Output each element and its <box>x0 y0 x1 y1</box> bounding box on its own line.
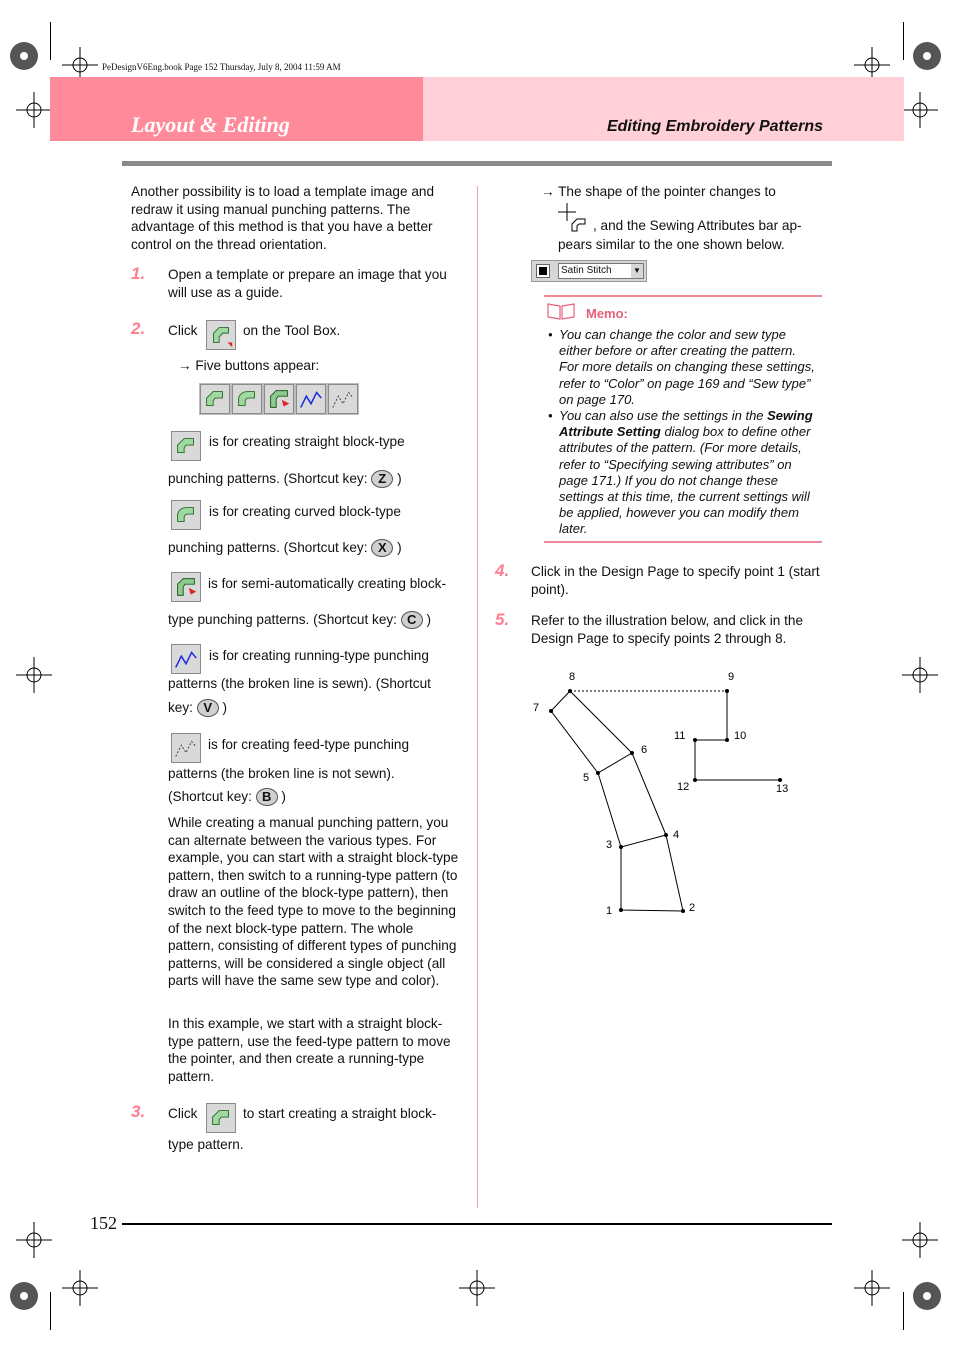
crosshair-mark-icon <box>62 1270 98 1306</box>
registration-mark-icon <box>5 1277 43 1315</box>
curved-block-icon[interactable] <box>232 384 262 414</box>
pointer-text: , and the Sewing Attributes bar ap- <box>593 218 802 233</box>
feed-type-icon[interactable] <box>171 733 201 763</box>
crosshair-mark-icon <box>854 1270 890 1306</box>
punching-buttons-row <box>199 383 359 415</box>
crosshair-mark-icon <box>16 92 52 128</box>
punching-tool-icon[interactable] <box>206 320 236 350</box>
straight-block-icon[interactable] <box>171 431 201 461</box>
crosshair-mark-icon <box>902 657 938 693</box>
tool-description: is for creating straight block-type <box>209 434 405 449</box>
registration-mark-icon <box>908 1277 946 1315</box>
point-label: 13 <box>776 783 789 795</box>
point-label: 4 <box>673 829 680 841</box>
step-number: 3. <box>131 1102 146 1121</box>
shortcut-key: Z <box>371 470 393 488</box>
bullet: • <box>548 327 553 342</box>
point-label: 6 <box>641 744 648 756</box>
tool-description: (Shortcut key: B ) <box>168 789 286 805</box>
feed-type-icon[interactable] <box>328 384 358 414</box>
step-text: Refer to the illustration below, and click in the Design Page to specify points 2 through 8. <box>531 613 804 646</box>
punching-point-diagram <box>520 660 820 920</box>
crosshair-mark-icon <box>902 1222 938 1258</box>
step-number: 4. <box>495 561 510 580</box>
tool-description: is for creating running-type punching <box>209 648 429 663</box>
curved-block-icon[interactable] <box>171 500 201 530</box>
step-number: 2. <box>131 319 146 338</box>
step-number: 1. <box>131 264 146 283</box>
step-text: on the Tool Box. <box>243 323 341 338</box>
memo-item: You can also use the settings in the Sewing Attribute Setting dialog box to define other attributes of the pattern. (For more details, refer to “Specifying sewing attributes” on page 171.) If you do not change these settings at this time, the current settings will be applied, however you can modify them later. <box>559 408 813 537</box>
crop-line <box>903 22 904 60</box>
step-text: type pattern. <box>168 1137 244 1152</box>
tool-description: punching patterns. (Shortcut key: Z ) <box>168 471 402 487</box>
tool-description: is for creating curved block-type <box>209 504 401 519</box>
section-title: Editing Embroidery Patterns <box>606 118 823 135</box>
memo-item: You can change the color and sew type either before or after creating the pattern. For more details on changing these settings, refer to “Color” on page 169 and “Sew type” on page 170. <box>559 327 815 407</box>
running-type-icon[interactable] <box>296 384 326 414</box>
crosshair-mark-icon <box>459 1270 495 1306</box>
point-label: 5 <box>583 772 590 784</box>
chevron-down-icon[interactable]: ▼ <box>631 264 643 278</box>
memo-box <box>544 295 822 543</box>
point-label: 11 <box>674 730 686 742</box>
pointer-cursor-icon <box>558 203 594 235</box>
column-separator <box>477 186 478 1208</box>
tool-description: key: V ) <box>168 700 228 716</box>
step-number: 5. <box>495 610 510 629</box>
crop-line <box>50 22 51 60</box>
top-rule <box>122 161 832 166</box>
registration-mark-icon <box>908 37 946 75</box>
color-swatch[interactable] <box>536 264 550 278</box>
crosshair-mark-icon <box>16 657 52 693</box>
memo-title: Memo: <box>586 306 628 321</box>
tool-description: patterns (the broken line is not sewn). <box>168 766 395 781</box>
point-label: 1 <box>606 905 613 917</box>
point-label: 3 <box>606 839 613 851</box>
chapter-title: Layout & Editing <box>131 112 290 137</box>
bullet: • <box>548 408 553 423</box>
shortcut-key: V <box>197 699 219 717</box>
step-text: Click in the Design Page to specify point 1 (start point). <box>531 564 820 597</box>
point-label: 7 <box>533 702 540 714</box>
shortcut-key: X <box>371 539 393 557</box>
crop-line <box>50 1292 51 1330</box>
semi-auto-block-icon[interactable] <box>171 572 201 602</box>
step-text: Open a template or prepare an image that you will use as a guide. <box>168 267 447 300</box>
sew-type-select[interactable] <box>558 263 644 279</box>
point-label: 9 <box>728 671 735 683</box>
sew-type-value: Satin Stitch <box>561 265 612 276</box>
registration-mark-icon <box>5 37 43 75</box>
body-paragraph: While creating a manual punching pattern, you can alternate between the various types. For example, you can start with a straight block-type pattern, then switch to a running-type pattern (to draw an outline of the block-type pattern), then switch to the feed type to move to the beginning of the next block-type pattern. The whole pattern, consisting of different types of punching patterns, will be considered a single object (all parts will have the same sew type and color). <box>168 815 459 989</box>
page-number: 152 <box>90 1213 117 1233</box>
step-text: to start creating a straight block- <box>243 1106 437 1121</box>
tool-description: is for semi-automatically creating block- <box>208 576 446 591</box>
step-click-label: Click <box>168 1106 198 1121</box>
step-result: → Five buttons appear: <box>178 358 320 373</box>
point-label: 8 <box>569 671 576 683</box>
body-paragraph: In this example, we start with a straight block-type pattern, use the feed-type pattern to move the pointer, and then create a running-type pattern. <box>168 1016 451 1084</box>
straight-block-icon[interactable] <box>200 384 230 414</box>
sewing-attributes-bar <box>531 260 647 282</box>
crosshair-mark-icon <box>902 92 938 128</box>
bottom-rule <box>122 1223 832 1225</box>
point-label: 10 <box>734 730 747 742</box>
tool-description: type punching patterns. (Shortcut key: C ) <box>168 612 432 628</box>
step-click-label: Click <box>168 323 198 338</box>
straight-block-icon[interactable] <box>206 1103 236 1133</box>
running-type-icon[interactable] <box>171 644 201 674</box>
tool-description: is for creating feed-type punching <box>208 737 410 752</box>
shortcut-key: B <box>256 788 278 806</box>
point-label: 2 <box>689 902 696 914</box>
intro-paragraph: Another possibility is to load a template image and redraw it using manual punching patterns. The advantage of this method is that you have a better control on the thread orientation. <box>131 184 435 252</box>
book-icon <box>546 302 576 320</box>
tool-description: patterns (the broken line is sewn). (Shortcut <box>168 676 431 691</box>
pointer-text: → The shape of the pointer changes to <box>541 184 776 199</box>
point-label: 12 <box>677 781 690 793</box>
tool-description: punching patterns. (Shortcut key: X ) <box>168 540 402 556</box>
crop-line <box>903 1292 904 1330</box>
crosshair-mark-icon <box>16 1222 52 1258</box>
semi-auto-block-icon[interactable] <box>264 384 294 414</box>
shortcut-key: C <box>401 611 423 629</box>
file-header: PeDesignV6Eng.book Page 152 Thursday, July 8, 2004 11:59 AM <box>102 62 341 72</box>
pointer-text: pears similar to the one shown below. <box>558 237 785 252</box>
